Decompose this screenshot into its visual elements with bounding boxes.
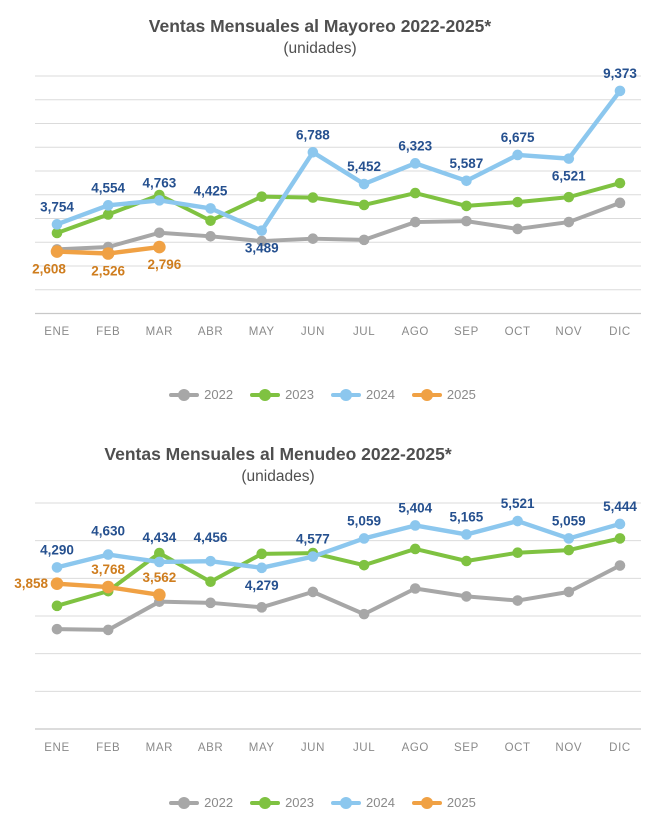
x-axis-label: ENE xyxy=(44,742,70,754)
point-2024-DIC xyxy=(615,86,626,97)
point-2024-JUL xyxy=(359,179,370,190)
legend-item-2022 xyxy=(169,795,233,810)
point-2022-NOV xyxy=(564,587,575,598)
point-2023-JUL xyxy=(359,560,370,571)
point-2024-MAY xyxy=(256,225,267,236)
value-label-2024-ENE: 3,754 xyxy=(40,199,74,215)
value-label-2024-NOV: 5,059 xyxy=(551,513,586,529)
value-label-2024-JUN: 6,788 xyxy=(296,127,330,143)
point-2024-FEB xyxy=(103,200,114,211)
point-2022-ABR xyxy=(205,598,216,609)
value-label-2024-JUN: 4,577 xyxy=(296,531,330,547)
legend-swatch-2024-icon xyxy=(331,389,361,401)
series-line-2022 xyxy=(57,566,620,630)
chart-subtitle-menudeo: (unidades) xyxy=(241,468,315,485)
legend-item-2022 xyxy=(169,387,233,402)
x-axis-label: FEB xyxy=(96,742,121,754)
point-2023-SEP xyxy=(461,556,472,567)
value-label-2024-SEP: 5,587 xyxy=(449,155,484,171)
value-label-2024-MAY: 3,489 xyxy=(244,240,279,256)
legend-label-2024: 2024 xyxy=(366,795,395,810)
legend-swatch-2023-icon xyxy=(250,797,280,809)
value-label-2025-MAR: 3,562 xyxy=(142,569,177,585)
point-2024-ABR xyxy=(205,203,216,214)
x-axis-label: ABR xyxy=(197,742,224,754)
point-2023-MAY xyxy=(256,191,267,202)
point-2022-ENE xyxy=(52,624,63,635)
legend-swatch-2024-icon xyxy=(331,797,361,809)
legend-item-2025 xyxy=(412,387,476,402)
x-axis-label: JUN xyxy=(300,742,325,754)
point-2025-ENE xyxy=(51,245,64,258)
point-2025-ENE xyxy=(51,577,64,590)
x-axis-label: DIC xyxy=(609,742,631,754)
x-axis-label: NOV xyxy=(555,326,583,338)
point-2024-JUN xyxy=(308,147,319,158)
legend-label-2022: 2022 xyxy=(204,387,234,402)
point-2022-SEP xyxy=(461,216,472,227)
point-2024-MAR xyxy=(154,557,165,568)
point-2024-ABR xyxy=(205,556,216,567)
value-label-2024-DIC: 9,373 xyxy=(603,65,637,81)
point-2022-FEB xyxy=(103,625,114,636)
value-label-2024-AGO: 5,404 xyxy=(398,500,433,516)
x-axis-label: AGO xyxy=(401,326,429,338)
value-label-2024-MAR: 4,434 xyxy=(142,529,177,545)
value-label-2024-ABR: 4,456 xyxy=(193,530,228,546)
point-2023-ABR xyxy=(205,215,216,226)
point-2024-ENE xyxy=(52,562,63,573)
x-axis-label: OCT xyxy=(504,326,531,338)
x-axis-label: SEP xyxy=(454,742,479,754)
value-label-2024-ABR: 4,425 xyxy=(193,183,228,199)
value-label-2024-AGO: 6,323 xyxy=(398,138,433,154)
point-2024-MAR xyxy=(154,195,165,206)
chart-title-menudeo: Ventas Mensuales al Menudeo 2022-2025* xyxy=(104,444,452,464)
point-2023-OCT xyxy=(512,547,523,558)
value-label-2024-SEP: 5,165 xyxy=(449,509,484,525)
point-2023-DIC xyxy=(615,178,626,189)
point-2024-AGO xyxy=(410,158,421,169)
value-label-2024-FEB: 4,630 xyxy=(91,523,126,539)
legend-item-2024 xyxy=(331,795,395,810)
point-2022-AGO xyxy=(410,217,421,228)
x-axis-label: MAY xyxy=(248,742,275,754)
legend-swatch-2022-icon xyxy=(169,389,199,401)
legend-item-2025 xyxy=(412,795,476,810)
value-label-2025-MAR: 2,796 xyxy=(147,257,182,273)
point-2025-MAR xyxy=(153,589,166,602)
point-2024-JUN xyxy=(308,551,319,562)
point-2025-MAR xyxy=(153,241,166,254)
legend-label-2025: 2025 xyxy=(446,795,476,810)
value-label-2025-ENE: 3,858 xyxy=(14,576,48,592)
point-2022-ABR xyxy=(205,231,216,242)
x-axis-label: FEB xyxy=(96,326,121,338)
point-2022-NOV xyxy=(564,217,575,228)
legend-label-2024: 2024 xyxy=(366,387,395,402)
x-axis-label: NOV xyxy=(555,742,583,754)
value-label-2025-FEB: 3,768 xyxy=(91,562,126,578)
point-2023-JUL xyxy=(359,200,370,211)
point-2022-JUL xyxy=(359,235,370,246)
legend-swatch-2023-icon xyxy=(250,389,280,401)
x-axis-label: MAR xyxy=(145,326,174,338)
chart-title-mayoreo: Ventas Mensuales al Mayoreo 2022-2025* xyxy=(148,16,492,36)
legend-label-2022: 2022 xyxy=(204,795,234,810)
legend-label-2023: 2023 xyxy=(285,387,314,402)
point-2023-NOV xyxy=(564,192,575,203)
point-2025-FEB xyxy=(102,247,115,260)
x-axis-label: SEP xyxy=(454,326,479,338)
legend-swatch-2025-icon xyxy=(412,389,442,401)
point-2022-MAR xyxy=(154,227,165,238)
value-label-2025-ENE: 2,608 xyxy=(32,261,66,277)
point-2022-DIC xyxy=(615,198,626,209)
point-2023-AGO xyxy=(410,544,421,555)
x-axis-label: AGO xyxy=(401,742,429,754)
value-label-2025-FEB: 2,526 xyxy=(91,263,126,279)
legend-swatch-2025-icon xyxy=(412,797,442,809)
point-2023-ENE xyxy=(52,601,63,612)
point-2022-MAY xyxy=(256,602,267,613)
point-2023-ABR xyxy=(205,576,216,587)
point-2024-OCT xyxy=(512,150,523,161)
x-axis-label: OCT xyxy=(504,742,531,754)
point-2024-FEB xyxy=(103,549,114,560)
x-axis-label: MAY xyxy=(248,326,275,338)
point-2022-JUN xyxy=(308,587,319,598)
x-axis-label: ABR xyxy=(197,326,224,338)
value-label-2024-NOV: 6,521 xyxy=(551,168,586,184)
legend-item-2023 xyxy=(250,795,314,810)
point-2024-DIC xyxy=(615,519,626,530)
chart-subtitle-mayoreo: (unidades) xyxy=(283,40,357,57)
point-2024-AGO xyxy=(410,520,421,531)
value-label-2024-FEB: 4,554 xyxy=(91,180,126,196)
point-2023-MAY xyxy=(256,549,267,560)
x-axis-label: ENE xyxy=(44,326,70,338)
value-label-2024-ENE: 4,290 xyxy=(40,542,74,558)
point-2023-SEP xyxy=(461,201,472,212)
point-2022-OCT xyxy=(512,224,523,235)
point-2022-DIC xyxy=(615,560,626,571)
point-2022-JUN xyxy=(308,233,319,244)
point-2025-FEB xyxy=(102,581,115,594)
legend-item-2024 xyxy=(331,387,395,402)
point-2024-MAY xyxy=(256,563,267,574)
legend-label-2023: 2023 xyxy=(285,795,314,810)
point-2024-SEP xyxy=(461,529,472,540)
point-2024-OCT xyxy=(512,516,523,527)
point-2022-OCT xyxy=(512,595,523,606)
point-2023-DIC xyxy=(615,533,626,544)
point-2024-SEP xyxy=(461,176,472,187)
legend-mayoreo xyxy=(0,387,645,402)
value-label-2024-JUL: 5,059 xyxy=(347,513,381,529)
point-2024-NOV xyxy=(564,533,575,544)
value-label-2024-OCT: 6,675 xyxy=(500,129,535,145)
x-axis-label: JUN xyxy=(300,326,325,338)
point-2023-FEB xyxy=(103,209,114,220)
point-2023-OCT xyxy=(512,197,523,208)
point-2024-JUL xyxy=(359,533,370,544)
value-label-2024-JUL: 5,452 xyxy=(347,159,381,175)
point-2024-ENE xyxy=(52,219,63,230)
value-label-2024-DIC: 5,444 xyxy=(603,498,637,514)
x-axis-label: JUL xyxy=(352,742,376,754)
point-2022-SEP xyxy=(461,591,472,602)
x-axis-label: DIC xyxy=(609,326,631,338)
value-label-2024-MAR: 4,763 xyxy=(142,175,177,191)
point-2023-AGO xyxy=(410,188,421,199)
legend-swatch-2022-icon xyxy=(169,797,199,809)
value-label-2024-OCT: 5,521 xyxy=(500,496,535,512)
point-2022-JUL xyxy=(359,609,370,620)
legend-label-2025: 2025 xyxy=(446,387,476,402)
point-2023-NOV xyxy=(564,545,575,556)
x-axis-label: JUL xyxy=(352,326,376,338)
point-2023-JUN xyxy=(308,192,319,203)
x-axis-label: MAR xyxy=(145,742,174,754)
legend-item-2023 xyxy=(250,387,314,402)
value-label-2024-MAY: 4,279 xyxy=(244,577,279,593)
point-2022-AGO xyxy=(410,583,421,594)
point-2024-NOV xyxy=(564,153,575,164)
series-line-2024 xyxy=(57,91,620,231)
legend-menudeo xyxy=(0,795,645,810)
